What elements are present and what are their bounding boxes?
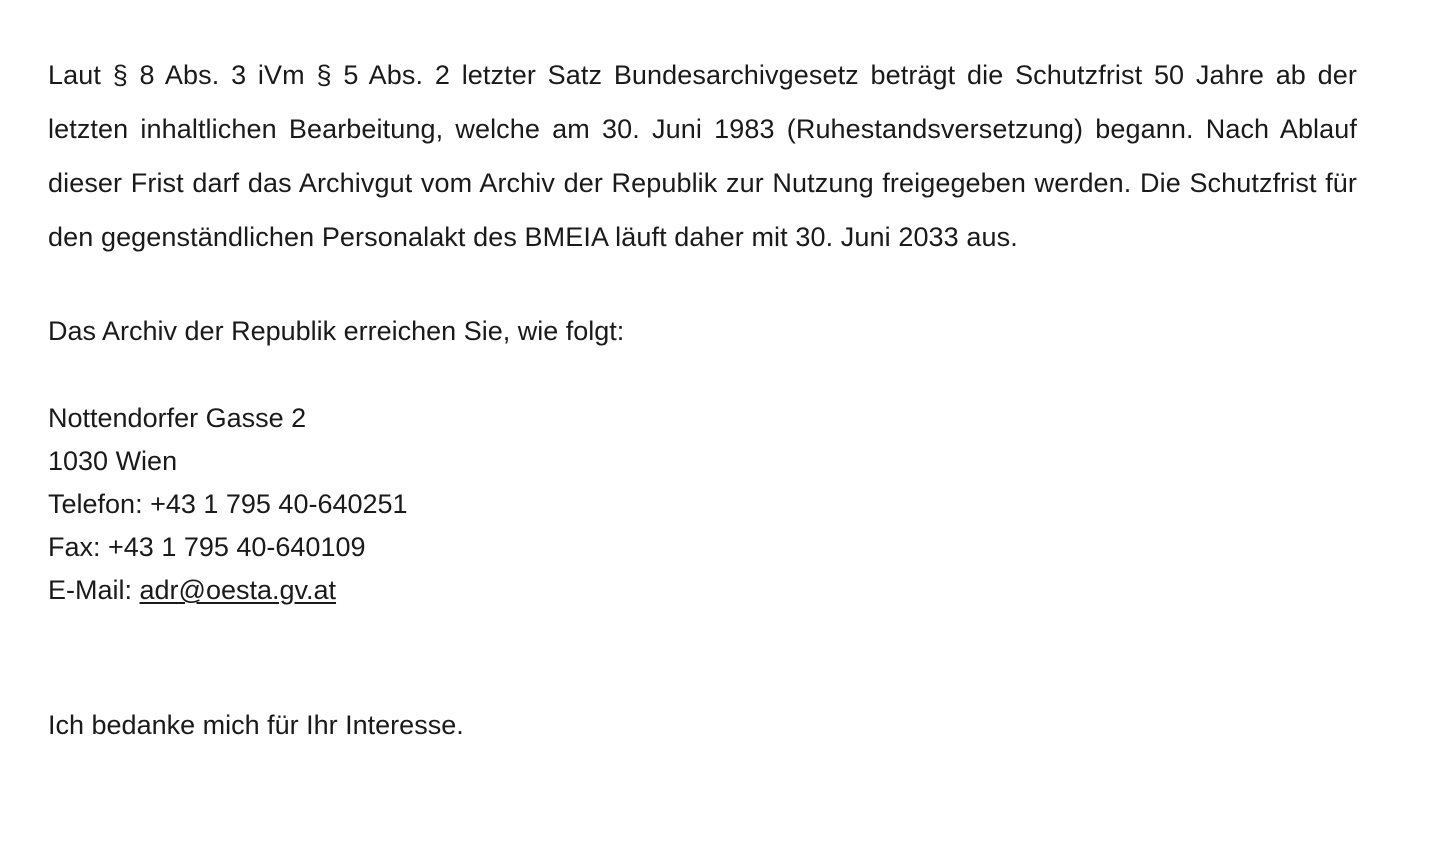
- address-block: [48, 397, 1357, 612]
- paragraph-spacer-1: [48, 264, 1357, 310]
- address-fax: Fax: +43 1 795 40-640109: [48, 532, 366, 562]
- paragraph-spacer-3: [48, 612, 1357, 704]
- paragraph-contact-intro: Das Archiv der Republik erreichen Sie, wie folgt:: [48, 316, 625, 346]
- address-street: Nottendorfer Gasse 2: [48, 403, 307, 433]
- address-city: 1030 Wien: [48, 446, 178, 476]
- closing-line: Ich bedanke mich für Ihr Interesse.: [48, 710, 464, 740]
- paragraph-protection-period: Laut § 8 Abs. 3 iVm § 5 Abs. 2 letzter Satz Bundesarchivgesetz beträgt die Schutzfrist 50 Jahre ab der letzten inhaltlichen Bearbeitung, welche am 30. Juni 1983 (Ruhestandsversetzung) begann. Nach Ablauf dieser Frist darf das Archivgut vom Archiv der Republik zur Nutzung freigegeben werden. Die Schutzfrist für den gegenständlichen Personalakt des BMEIA läuft daher mit 30. Juni 2033 aus.: [48, 60, 1357, 252]
- address-email-line: [48, 569, 1357, 612]
- paragraph-spacer-2: [48, 353, 1357, 397]
- email-link[interactable]: adr@oesta.gv.at: [139, 575, 337, 605]
- address-phone: Telefon: +43 1 795 40-640251: [48, 489, 408, 519]
- address-email-label: E-Mail:: [48, 575, 140, 605]
